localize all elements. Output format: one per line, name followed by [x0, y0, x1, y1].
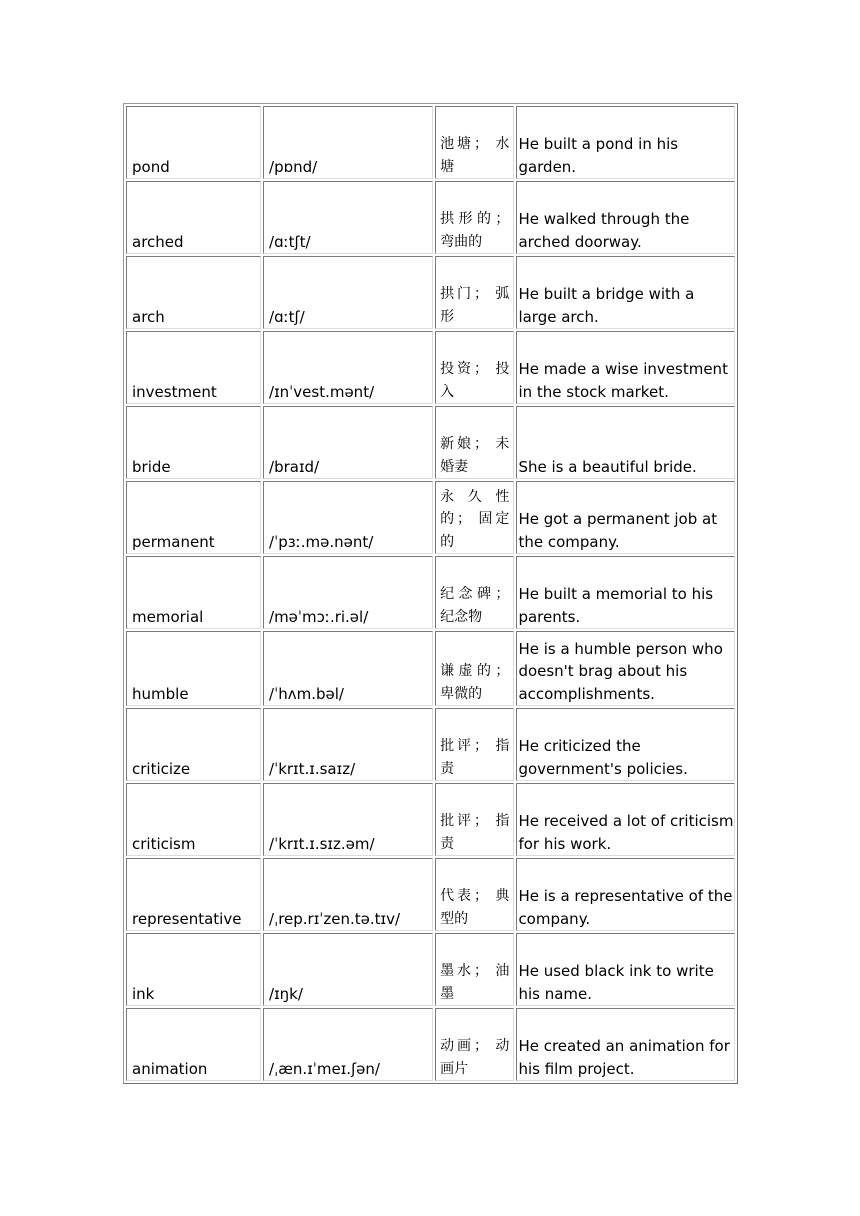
ipa-cell: /ɪnˈvest.mənt/	[263, 331, 433, 404]
example-sentence-cell: He received a lot of criticism for his work.	[516, 783, 735, 856]
word-cell: bride	[126, 406, 261, 479]
word-cell: criticism	[126, 783, 261, 856]
ipa-cell: /ˌrep.rɪˈzen.tə.tɪv/	[263, 858, 433, 931]
chinese-meaning-cell: 动画； 动画片	[435, 1008, 514, 1081]
chinese-meaning-cell: 批评； 指责	[435, 708, 514, 781]
table-row	[126, 933, 735, 1006]
example-sentence-cell: He walked through the arched doorway.	[516, 181, 735, 254]
chinese-meaning-cell: 新娘； 未婚妻	[435, 406, 514, 479]
word-cell: permanent	[126, 481, 261, 554]
word-cell: memorial	[126, 556, 261, 629]
word-cell: arched	[126, 181, 261, 254]
chinese-meaning-cell: 拱门； 弧形	[435, 256, 514, 329]
example-sentence-cell: He got a permanent job at the company.	[516, 481, 735, 554]
table-row	[126, 406, 735, 479]
example-sentence-cell: She is a beautiful bride.	[516, 406, 735, 479]
table-row	[126, 708, 735, 781]
ipa-cell: /ˈkrɪt.ɪ.sɪz.əm/	[263, 783, 433, 856]
chinese-meaning-cell: 永久性的； 固定的	[435, 481, 514, 554]
chinese-meaning-cell: 墨水； 油墨	[435, 933, 514, 1006]
chinese-meaning-cell: 谦虚的； 卑微的	[435, 631, 514, 706]
word-cell: investment	[126, 331, 261, 404]
table-row	[126, 481, 735, 554]
ipa-cell: /məˈmɔː.ri.əl/	[263, 556, 433, 629]
word-cell: ink	[126, 933, 261, 1006]
word-cell: arch	[126, 256, 261, 329]
ipa-cell: /ɑːtʃt/	[263, 181, 433, 254]
example-sentence-cell: He built a pond in his garden.	[516, 106, 735, 179]
word-cell: humble	[126, 631, 261, 706]
ipa-cell: /braɪd/	[263, 406, 433, 479]
example-sentence-cell: He is a humble person who doesn't brag about his accomplishments.	[516, 631, 735, 706]
table-row	[126, 256, 735, 329]
table-row	[126, 1008, 735, 1081]
example-sentence-cell: He created an animation for his film project.	[516, 1008, 735, 1081]
table-row	[126, 783, 735, 856]
example-sentence-cell: He built a bridge with a large arch.	[516, 256, 735, 329]
ipa-cell: /pɒnd/	[263, 106, 433, 179]
chinese-meaning-cell: 代表； 典型的	[435, 858, 514, 931]
word-cell: animation	[126, 1008, 261, 1081]
table-row	[126, 331, 735, 404]
table-row	[126, 858, 735, 931]
example-sentence-cell: He built a memorial to his parents.	[516, 556, 735, 629]
ipa-cell: /ˈpɜː.mə.nənt/	[263, 481, 433, 554]
word-cell: criticize	[126, 708, 261, 781]
chinese-meaning-cell: 纪念碑； 纪念物	[435, 556, 514, 629]
ipa-cell: /ˌæn.ɪˈmeɪ.ʃən/	[263, 1008, 433, 1081]
example-sentence-cell: He made a wise investment in the stock market.	[516, 331, 735, 404]
ipa-cell: /ˈhʌm.bəl/	[263, 631, 433, 706]
example-sentence-cell: He criticized the government's policies.	[516, 708, 735, 781]
chinese-meaning-cell: 池塘； 水塘	[435, 106, 514, 179]
table-row	[126, 556, 735, 629]
word-cell: pond	[126, 106, 261, 179]
chinese-meaning-cell: 拱形的； 弯曲的	[435, 181, 514, 254]
table-row	[126, 181, 735, 254]
example-sentence-cell: He is a representative of the company.	[516, 858, 735, 931]
ipa-cell: /ɑːtʃ/	[263, 256, 433, 329]
word-cell: representative	[126, 858, 261, 931]
ipa-cell: /ɪŋk/	[263, 933, 433, 1006]
vocabulary-table	[123, 103, 738, 1084]
table-row	[126, 631, 735, 706]
chinese-meaning-cell: 批评； 指责	[435, 783, 514, 856]
chinese-meaning-cell: 投资； 投入	[435, 331, 514, 404]
table-row	[126, 106, 735, 179]
ipa-cell: /ˈkrɪt.ɪ.saɪz/	[263, 708, 433, 781]
example-sentence-cell: He used black ink to write his name.	[516, 933, 735, 1006]
